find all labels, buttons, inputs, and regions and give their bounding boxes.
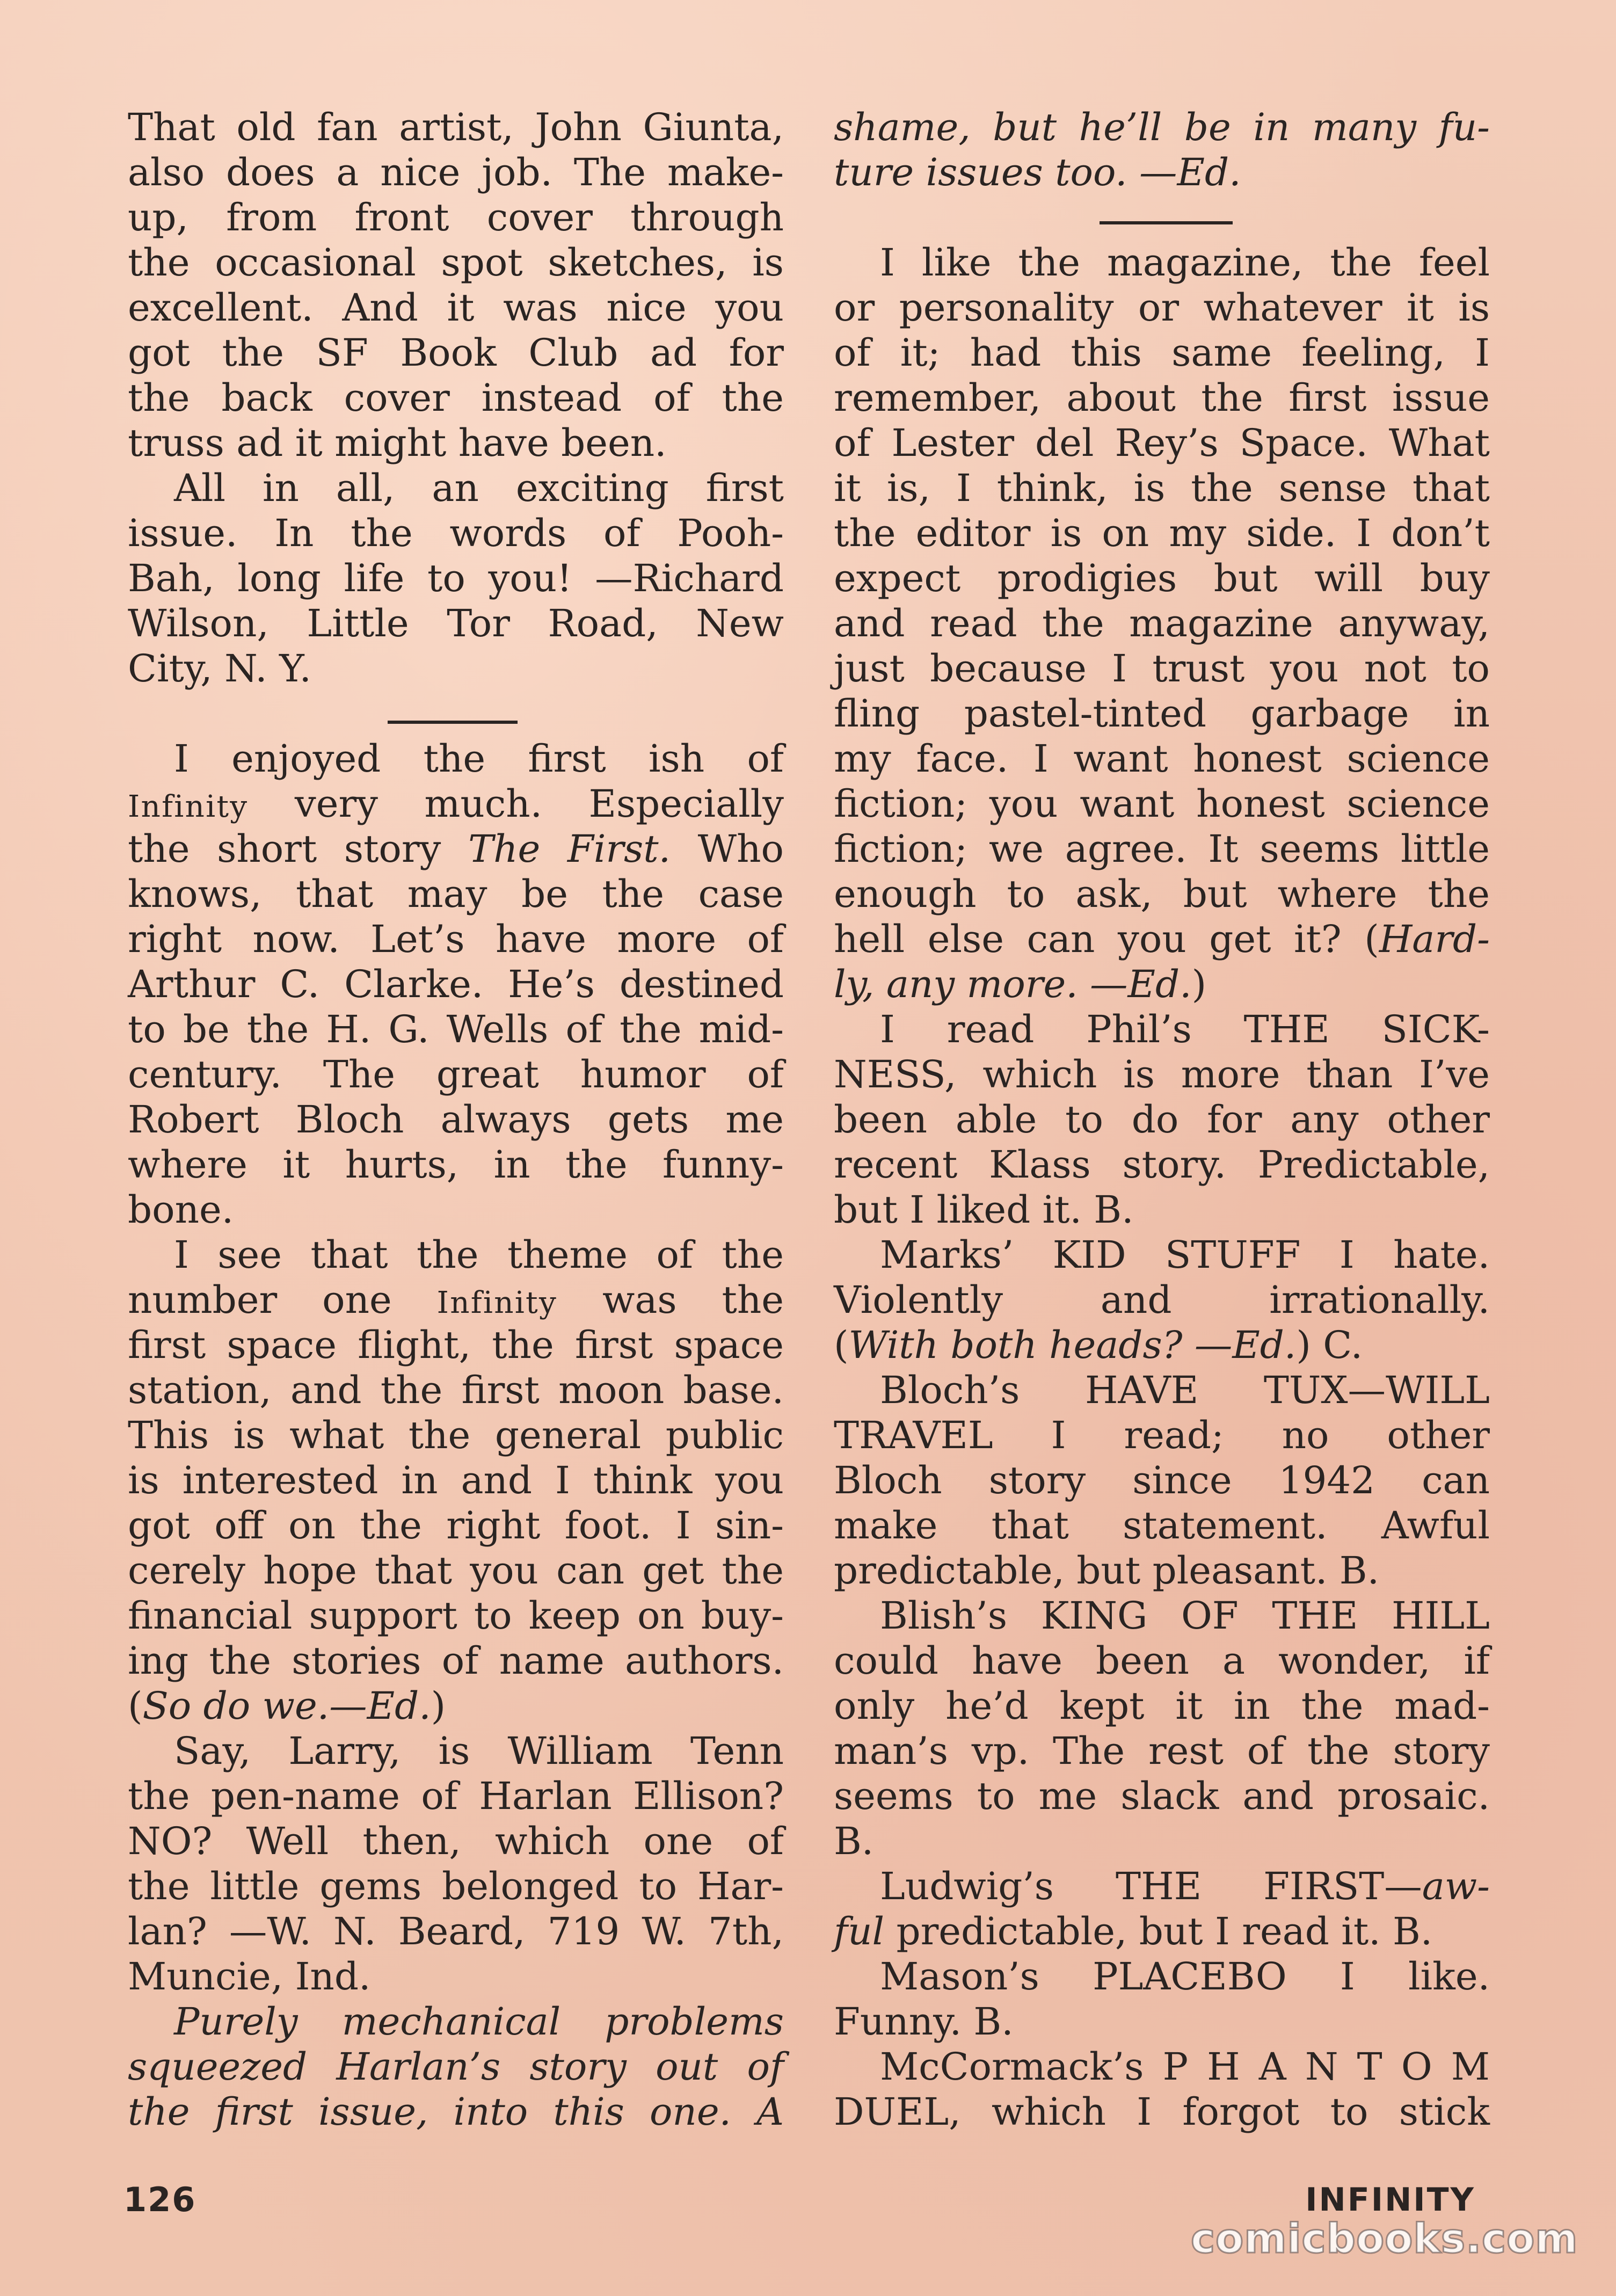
text-run: NESS, which is more than I’ve <box>834 1052 1490 1096</box>
text-line <box>128 1819 784 1864</box>
text-line <box>834 420 1490 466</box>
text-line <box>834 1593 1490 1638</box>
text-run: DUEL, which I forgot to stick <box>834 2090 1490 2134</box>
magazine-title: INFINITY <box>1305 2181 1475 2219</box>
text-line <box>834 1638 1490 1683</box>
text-run: TRAVEL I read; no other <box>834 1413 1490 1457</box>
text-run: number one <box>128 1278 437 1322</box>
text-run: knows, that may be the case <box>128 872 784 916</box>
text-line <box>128 1954 784 1999</box>
text-run: ( <box>834 1323 849 1367</box>
text-run: bone. <box>128 1188 234 1232</box>
text-run: hell else can you get it? ( <box>834 917 1379 961</box>
text-run: Hard- <box>1379 917 1490 961</box>
text-run: predictable, but I read it. B. <box>884 1909 1433 1953</box>
left-column <box>128 105 784 2134</box>
text-line <box>128 150 784 195</box>
text-line <box>834 826 1490 871</box>
text-run: remember, about the first issue <box>834 376 1490 420</box>
text-line <box>128 420 784 466</box>
text-line <box>834 1097 1490 1142</box>
text-run: Arthur C. Clarke. He’s destined <box>128 962 784 1006</box>
text-run: got off on the right foot. I sin- <box>128 1503 784 1547</box>
text-run: McCormack’s P H A N T O M <box>880 2045 1490 2089</box>
text-run: also does a nice job. The make- <box>128 150 784 194</box>
text-line <box>128 1277 784 1323</box>
text-line <box>834 962 1490 1007</box>
text-line <box>128 1548 784 1593</box>
text-line <box>834 556 1490 601</box>
text-run: lan? —W. N. Beard, 719 W. 7th, <box>128 1909 784 1953</box>
text-line <box>834 1999 1490 2044</box>
text-run: just because I trust you not to <box>834 646 1490 691</box>
text-run: up, from front cover through <box>128 195 784 239</box>
text-run: where it hurts, in the funny- <box>128 1143 784 1187</box>
text-line <box>128 511 784 556</box>
text-line <box>128 1187 784 1232</box>
text-run: recent Klass story. Predictable, <box>834 1143 1490 1187</box>
text-run: Ludwig’s THE FIRST— <box>880 1864 1422 1908</box>
text-line <box>834 466 1490 511</box>
text-line <box>128 736 784 781</box>
text-run: ture issues too. —Ed. <box>834 150 1241 194</box>
text-run: aw- <box>1422 1864 1490 1908</box>
text-run: only he’d kept it in the mad- <box>834 1684 1490 1728</box>
text-run: right now. Let’s have more of <box>128 917 784 961</box>
text-line <box>128 1232 784 1277</box>
text-run: fiction; you want honest science <box>834 782 1490 826</box>
text-line <box>128 466 784 511</box>
text-line <box>128 1368 784 1413</box>
text-run: cerely hope that you can get the <box>128 1549 784 1593</box>
text-line <box>128 1458 784 1503</box>
text-run: I read Phil’s THE SICK- <box>880 1007 1490 1051</box>
text-run: excellent. And it was nice you <box>128 286 784 330</box>
text-run: issue. In the words of Pooh- <box>128 511 784 555</box>
text-line <box>834 1052 1490 1097</box>
text-run: predictable, but pleasant. B. <box>834 1549 1379 1593</box>
text-line <box>128 1593 784 1638</box>
text-line <box>128 917 784 962</box>
text-line <box>128 646 784 691</box>
text-line <box>834 646 1490 691</box>
text-run: The First. <box>468 827 671 871</box>
text-run: I like the magazine, the feel <box>880 241 1490 285</box>
text-line <box>834 1187 1490 1232</box>
text-line <box>834 1819 1490 1864</box>
text-run: but I liked it. B. <box>834 1188 1134 1232</box>
text-line <box>128 1728 784 1774</box>
text-line <box>128 195 784 240</box>
text-line <box>128 826 784 871</box>
text-run: ) <box>431 1684 446 1728</box>
text-line <box>128 1638 784 1683</box>
text-line <box>128 1503 784 1548</box>
text-line <box>834 781 1490 826</box>
text-run: got the SF Book Club ad for <box>128 331 784 375</box>
text-run: ) C. <box>1296 1323 1363 1367</box>
text-line <box>128 1052 784 1097</box>
text-run: Muncie, Ind. <box>128 1954 371 1999</box>
text-run: ( <box>128 1684 143 1728</box>
text-line <box>834 917 1490 962</box>
text-run: All in all, an exciting first <box>174 466 784 510</box>
text-run: make that statement. Awful <box>834 1503 1490 1547</box>
text-line <box>128 1774 784 1819</box>
text-run: shame, but he’ll be in many fu- <box>834 105 1490 149</box>
text-run: and read the magazine anyway, <box>834 601 1490 645</box>
text-line <box>834 2089 1490 2134</box>
text-line <box>128 240 784 285</box>
text-line <box>834 1458 1490 1503</box>
text-line <box>834 1007 1490 1052</box>
text-run: could have been a wonder, if <box>834 1639 1490 1683</box>
text-run: my face. I want honest science <box>834 737 1490 781</box>
text-line <box>834 736 1490 781</box>
text-run: it is, I think, is the sense that <box>834 466 1490 510</box>
text-run: Bloch’s HAVE TUX—WILL <box>880 1368 1490 1412</box>
text-run: Blish’s KING OF THE HILL <box>880 1594 1490 1638</box>
text-run: I see that the theme of the <box>174 1233 784 1277</box>
text-line <box>128 1413 784 1458</box>
text-line <box>834 375 1490 420</box>
text-line <box>128 601 784 646</box>
text-run: very much. Especially <box>248 782 784 826</box>
text-line <box>834 1909 1490 1954</box>
text-line <box>834 195 1490 240</box>
text-run: or personality or whatever it is <box>834 286 1490 330</box>
text-line <box>128 1864 784 1909</box>
text-run: Violently and irrationally. <box>834 1278 1490 1322</box>
text-line <box>128 781 784 826</box>
text-line <box>834 1277 1490 1323</box>
text-line <box>834 1368 1490 1413</box>
text-run: to be the H. G. Wells of the mid- <box>128 1007 784 1051</box>
text-line <box>128 556 784 601</box>
text-line <box>834 1683 1490 1728</box>
text-line <box>834 285 1490 330</box>
text-run: Bah, long life to you! —Richard <box>128 556 784 600</box>
text-run: been able to do for any other <box>834 1098 1490 1142</box>
text-line <box>834 1548 1490 1593</box>
text-line <box>834 1864 1490 1909</box>
text-run: the little gems belonged to Har- <box>128 1864 784 1908</box>
text-line <box>128 105 784 150</box>
text-run: first space flight, the first space <box>128 1323 784 1367</box>
text-line <box>834 330 1490 375</box>
text-line <box>128 1323 784 1368</box>
text-line <box>834 511 1490 556</box>
text-run: the first issue, into this one. A <box>128 2090 784 2134</box>
text-run: seems to me slack and prosaic. <box>834 1774 1490 1818</box>
text-run: fiction; we agree. It seems little <box>834 827 1490 871</box>
text-run: ) <box>1191 962 1207 1006</box>
text-run: century. The great humor of <box>128 1052 784 1096</box>
text-run: Infinity <box>436 1285 558 1320</box>
text-line <box>128 2044 784 2089</box>
text-run: Bloch story since 1942 can <box>834 1458 1490 1502</box>
text-line <box>128 330 784 375</box>
text-run: City, N. Y. <box>128 646 311 691</box>
text-run: truss ad it might have been. <box>128 421 667 465</box>
text-run: Purely mechanical problems <box>174 2000 784 2044</box>
text-line <box>834 240 1490 285</box>
text-run: Wilson, Little Tor Road, New <box>128 601 784 645</box>
text-line <box>834 871 1490 917</box>
text-run: Say, Larry, is William Tenn <box>174 1729 784 1773</box>
text-run: Marks’ KID STUFF I hate. <box>880 1233 1490 1277</box>
text-line <box>834 601 1490 646</box>
text-run: expect prodigies but will buy <box>834 556 1490 600</box>
letter-separator-rule <box>388 721 518 724</box>
text-run: NO? Well then, which one of <box>128 1819 784 1863</box>
text-line <box>128 1007 784 1052</box>
text-line <box>834 105 1490 150</box>
text-line <box>128 2089 784 2134</box>
text-run: ly, any more. —Ed. <box>834 962 1192 1006</box>
text-run: the editor is on my side. I don’t <box>834 511 1490 555</box>
text-run: Mason’s PLACEBO I like. <box>880 1954 1490 1999</box>
text-run: enough to ask, but where the <box>834 872 1490 916</box>
text-line <box>128 285 784 330</box>
text-line <box>834 1503 1490 1548</box>
text-run: of it; had this same feeling, I <box>834 331 1490 375</box>
text-run: financial support to keep on buy- <box>128 1594 784 1638</box>
text-run: the short story <box>128 827 469 871</box>
text-run: B. <box>834 1819 874 1863</box>
text-run: is interested in and I think you <box>128 1458 784 1502</box>
text-run: was the <box>557 1278 784 1322</box>
text-line <box>128 962 784 1007</box>
text-run: the back cover instead of the <box>128 376 784 420</box>
text-line <box>834 1413 1490 1458</box>
text-run: Who <box>670 827 784 871</box>
text-line <box>834 1728 1490 1774</box>
text-line <box>128 1097 784 1142</box>
text-run: This is what the general public <box>128 1413 784 1457</box>
text-run: So do we.—Ed. <box>142 1684 431 1728</box>
watermark: comicbooks.com <box>1191 2214 1578 2262</box>
text-run: the pen-name of Harlan Ellison? <box>128 1774 784 1818</box>
text-run: Infinity <box>128 789 249 824</box>
text-line <box>834 691 1490 736</box>
text-line <box>128 1999 784 2044</box>
letter-separator-rule <box>1100 221 1233 224</box>
text-run: of Lester del Rey’s Space. What <box>834 421 1490 465</box>
text-run: ful <box>834 1909 885 1953</box>
text-run: With both heads? —Ed. <box>848 1323 1297 1367</box>
text-line <box>834 1142 1490 1187</box>
text-line <box>834 2044 1490 2089</box>
text-line <box>834 150 1490 195</box>
text-run: Funny. B. <box>834 2000 1014 2044</box>
text-run: squeezed Harlan’s story out of <box>128 2045 784 2089</box>
text-line <box>128 871 784 917</box>
right-column <box>834 105 1490 2134</box>
text-line <box>834 1232 1490 1277</box>
text-run: fling pastel-tinted garbage in <box>834 692 1490 736</box>
text-line <box>128 1142 784 1187</box>
text-line <box>128 1683 784 1728</box>
page-number: 126 <box>123 2180 196 2219</box>
text-line <box>128 691 784 736</box>
text-run: the occasional spot sketches, is <box>128 241 784 285</box>
text-line <box>128 1909 784 1954</box>
text-run: I enjoyed the first ish of <box>174 737 784 781</box>
text-line <box>128 375 784 420</box>
text-run: Robert Bloch always gets me <box>128 1098 784 1142</box>
text-line <box>834 1954 1490 1999</box>
text-run: station, and the first moon base. <box>128 1368 784 1412</box>
text-line <box>834 1774 1490 1819</box>
text-line <box>834 1323 1490 1368</box>
text-run: That old fan artist, John Giunta, <box>128 105 784 149</box>
text-run: man’s vp. The rest of the story <box>834 1729 1490 1773</box>
text-run: ing the stories of name authors. <box>128 1639 784 1683</box>
